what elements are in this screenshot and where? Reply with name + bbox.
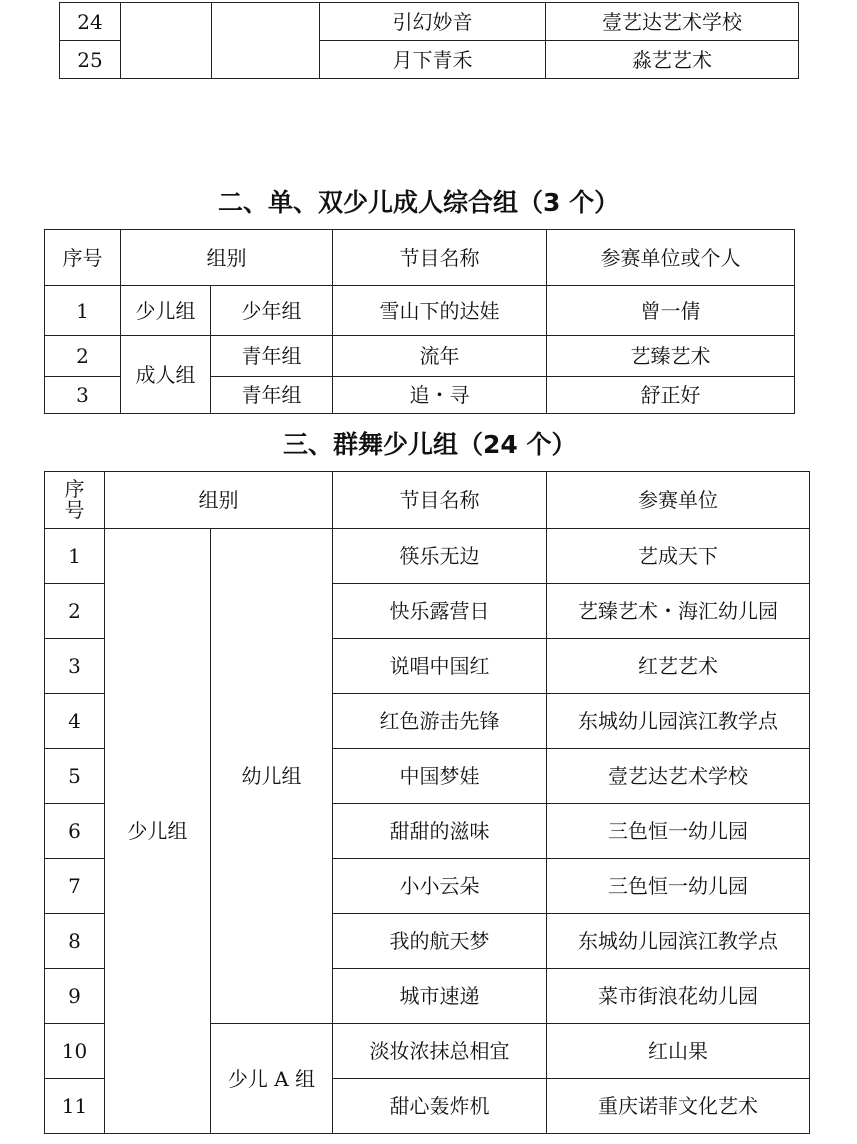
- unit-name: 重庆诺菲文化艺术: [547, 1079, 810, 1134]
- header-group: 组别: [105, 472, 333, 529]
- program-name: 甜甜的滋味: [333, 804, 547, 859]
- row-number: 24: [60, 3, 121, 41]
- subgroup: 青年组: [211, 377, 333, 414]
- header-name: 节目名称: [333, 472, 547, 529]
- row-number: 3: [45, 377, 121, 414]
- table-header-row: [45, 472, 810, 529]
- program-name: 淡妆浓抹总相宜: [333, 1024, 547, 1079]
- unit-name: 壹艺达艺术学校: [546, 3, 799, 41]
- program-name: 我的航天梦: [333, 914, 547, 969]
- unit-name: 东城幼儿园滨江教学点: [547, 914, 810, 969]
- program-name: 甜心轰炸机: [333, 1079, 547, 1134]
- unit-name: 艺臻艺术・海汇幼儿园: [547, 584, 810, 639]
- table-row: [45, 529, 810, 584]
- unit-name: 东城幼儿园滨江教学点: [547, 694, 810, 749]
- subgroup: 少年组: [211, 286, 333, 336]
- section3-title: 三、群舞少儿组（24 个）: [283, 430, 577, 459]
- header-group: 组别: [121, 230, 333, 286]
- group-cell: [121, 3, 212, 79]
- row-number: 11: [45, 1079, 105, 1134]
- section2-title: 二、单、双少儿成人综合组（3 个）: [218, 188, 620, 217]
- group-youer: 幼儿组: [211, 529, 333, 1024]
- unit-name: 舒正好: [547, 377, 795, 414]
- subgroup-cell: [212, 3, 320, 79]
- top-table: [59, 2, 799, 79]
- row-number: 6: [45, 804, 105, 859]
- row-number: 8: [45, 914, 105, 969]
- row-number: 3: [45, 639, 105, 694]
- program-name: 说唱中国红: [333, 639, 547, 694]
- program-name: 小小云朵: [333, 859, 547, 914]
- program-name: 雪山下的达娃: [333, 286, 547, 336]
- row-number: 2: [45, 584, 105, 639]
- row-number: 25: [60, 41, 121, 79]
- group-a: 少儿 A 组: [211, 1024, 333, 1134]
- header-no: 序号: [45, 472, 105, 529]
- unit-name: 壹艺达艺术学校: [547, 749, 810, 804]
- subgroup: 青年组: [211, 336, 333, 377]
- section3-table: [44, 471, 810, 1134]
- program-name: 追・寻: [333, 377, 547, 414]
- table-row: [60, 3, 799, 41]
- program-name: 快乐露营日: [333, 584, 547, 639]
- unit-name: 三色恒一幼儿园: [547, 804, 810, 859]
- group-kids: 少儿组: [121, 286, 211, 336]
- group-adult: 成人组: [121, 336, 211, 414]
- unit-name: 三色恒一幼儿园: [547, 859, 810, 914]
- header-unit: 参赛单位或个人: [547, 230, 795, 286]
- unit-name: 淼艺艺术: [546, 41, 799, 79]
- program-name: 红色游击先锋: [333, 694, 547, 749]
- table-row: [45, 286, 795, 336]
- row-number: 4: [45, 694, 105, 749]
- unit-name: 红艺艺术: [547, 639, 810, 694]
- row-number: 1: [45, 286, 121, 336]
- unit-name: 菜市街浪花幼儿园: [547, 969, 810, 1024]
- unit-name: 红山果: [547, 1024, 810, 1079]
- row-number: 5: [45, 749, 105, 804]
- row-number: 2: [45, 336, 121, 377]
- program-name: 筷乐无边: [333, 529, 547, 584]
- unit-name: 曾一倩: [547, 286, 795, 336]
- group-main: 少儿组: [105, 529, 211, 1134]
- table-header-row: [45, 230, 795, 286]
- header-unit: 参赛单位: [547, 472, 810, 529]
- program-name: 引幻妙音: [320, 3, 546, 41]
- program-name: 月下青禾: [320, 41, 546, 79]
- program-name: 城市速递: [333, 969, 547, 1024]
- row-number: 1: [45, 529, 105, 584]
- unit-name: 艺成天下: [547, 529, 810, 584]
- program-name: 中国梦娃: [333, 749, 547, 804]
- row-number: 7: [45, 859, 105, 914]
- unit-name: 艺臻艺术: [547, 336, 795, 377]
- table-row: [45, 336, 795, 377]
- header-no: 序号: [45, 230, 121, 286]
- section2-table: [44, 229, 795, 414]
- row-number: 9: [45, 969, 105, 1024]
- row-number: 10: [45, 1024, 105, 1079]
- header-name: 节目名称: [333, 230, 547, 286]
- program-name: 流年: [333, 336, 547, 377]
